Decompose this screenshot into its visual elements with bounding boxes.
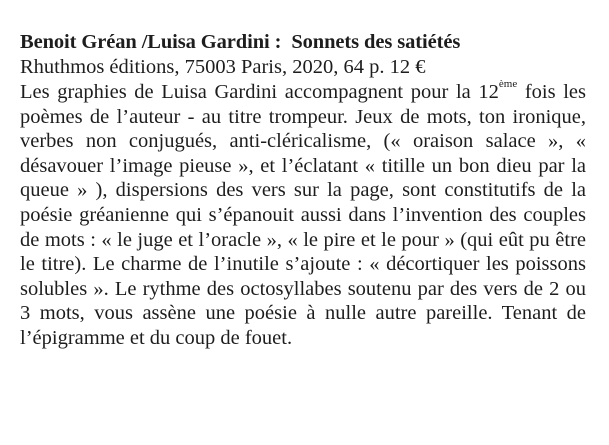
review-body-rest: fois les poèmes de l’auteur - au titre trompeur. Jeux de mots, ton ironique, verbes non conjugués, anti-cléricalisme, (« oraison salace », « désavouer l’image pieuse », et l’éclatant « titille un bon dieu par la queue » ), dispersions des vers sur la page, sont constitutifs de la poésie gréanienne qui s’épanouit aussi dans l’invention des couples de mots : « le juge et l’oracle », « le pire et le pour » (qui eût pu être le titre). Le charme de l’inutile s’ajoute : « décortiquer les poissons solubles ». Le rythme des octosyllabes soutenu par des vers de 2 ou 3 mots, vous assène une poésie à nulle autre pareille. Tenant de l’épigramme et du coup de fouet. (20, 81, 586, 349)
ordinal-superscript: ème (498, 78, 518, 90)
publication-info: Rhuthmos éditions, 75003 Paris, 2020, 64 p. 12 € (20, 56, 426, 78)
review-body (20, 80, 586, 351)
book-authors: Benoit Gréan /Luisa Gardini : (20, 31, 282, 53)
book-title: Sonnets des satiétés (291, 31, 461, 53)
review-body-start: Les graphies de Luisa Gardini accompagnent pour la 12 (20, 81, 499, 103)
review-heading (20, 30, 586, 55)
book-review (20, 30, 586, 351)
